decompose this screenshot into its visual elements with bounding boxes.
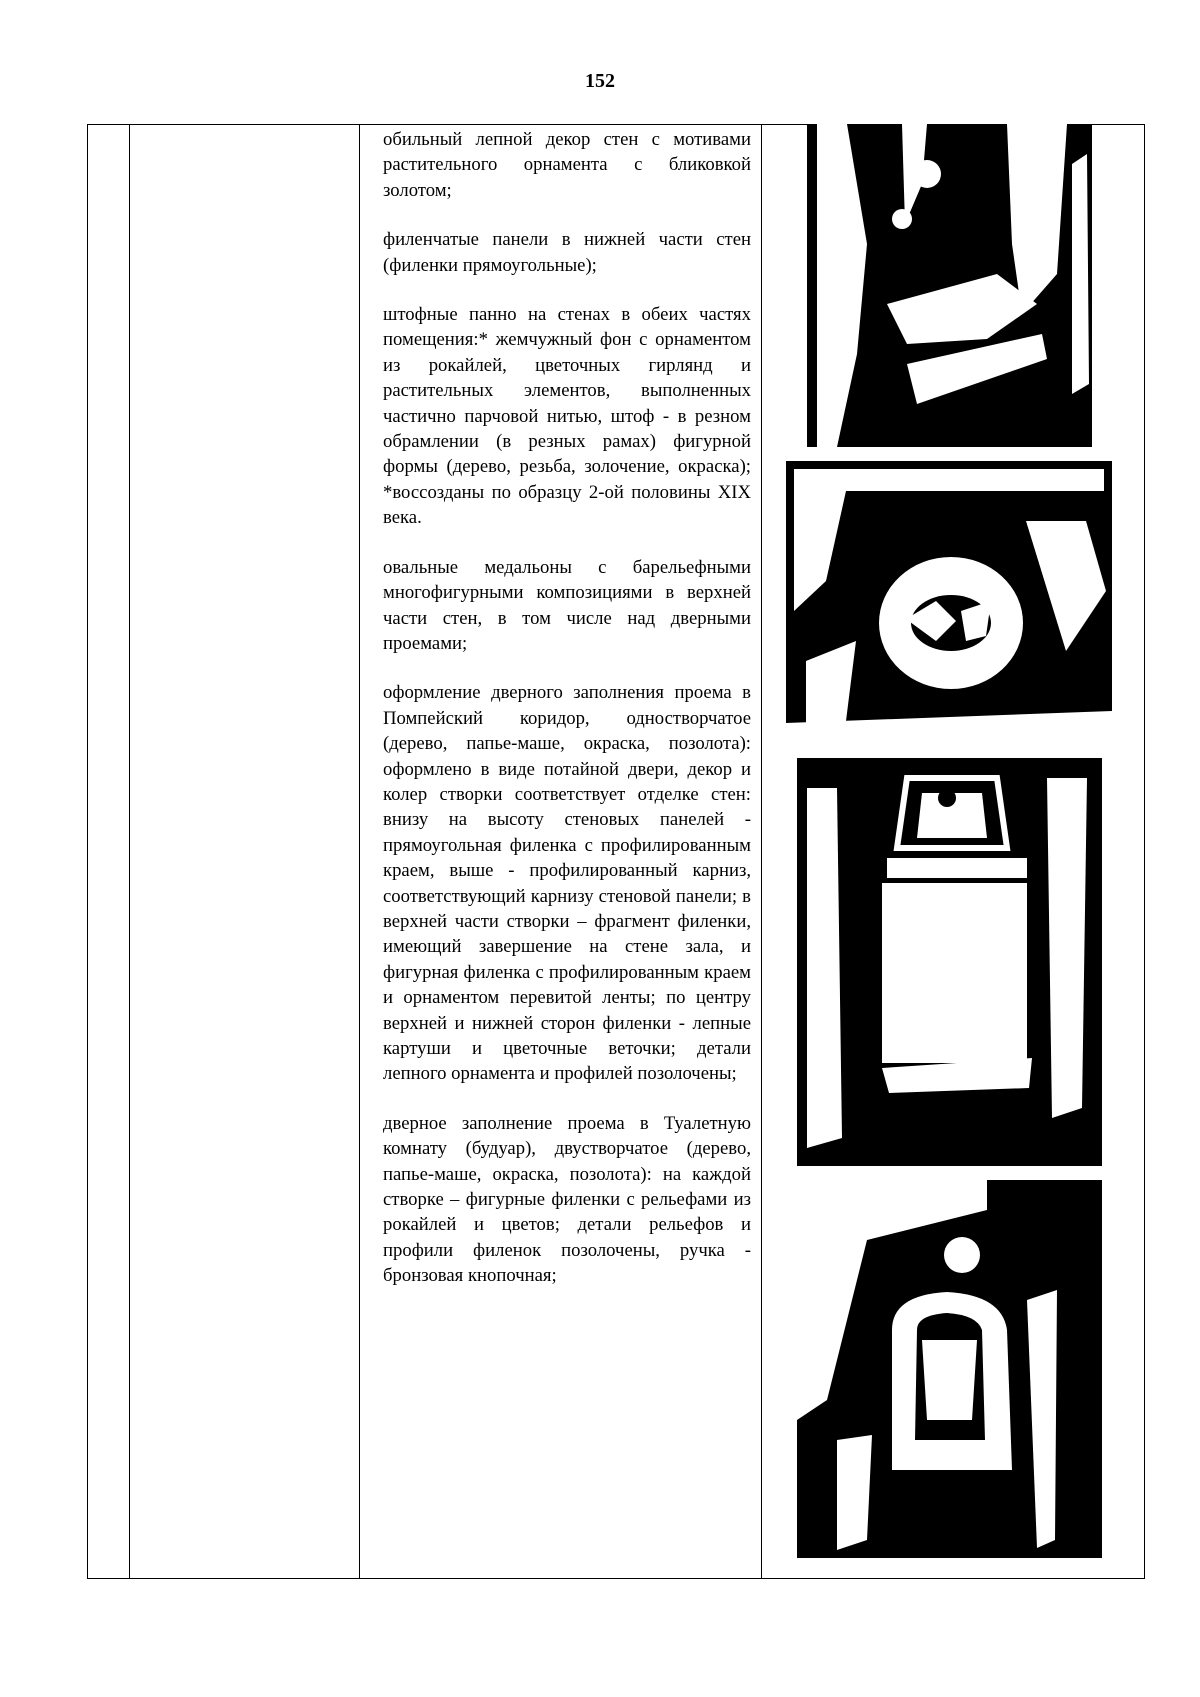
description-paragraph: дверное заполнение проема в Туалетную комнату (будуар), двустворчатое (дерево, папье-маше, окраска, позолота): на каждой створке – фигурные филенки с рельефами из рокайлей и цветов; детали рельефов и профили филенок позолочены, ручка - бронзовая кнопочная;	[383, 1112, 751, 1287]
column-divider	[761, 125, 762, 1578]
description-cell	[371, 127, 761, 1575]
hidden-door-photo	[797, 758, 1102, 1166]
description-paragraph: обильный лепной декор стен с мотивами растительного орнамента с бликовкой золотом;	[383, 129, 751, 201]
column-divider	[359, 125, 360, 1578]
wall-decor-photo	[807, 124, 1092, 447]
medallion-photo	[786, 461, 1112, 746]
description-paragraph: оформление дверного заполнения проема в Помпейский коридор, одностворчатое (дерево, папье-маше, окраска, позолота): оформлено в виде потайной двери, декор и колер створки соответствует отделке стен: внизу на высоту стеновых панелей - прямоугольная филенка с профилированным краем, выше - профилированный карниз, соответствующий карнизу стеновой панели; в верхней части створки – фрагмент филенки, имеющий завершение на стене зала, и фигурная филенка с профилированным краем и орнаментом перевитой ленты; по центру верхней и нижней сторон филенки - лепные картуши и цветочные веточки; детали лепного орнамента и профилей позолочены;	[383, 682, 751, 1085]
description-paragraph: филенчатые панели в нижней части стен (филенки прямоугольные);	[383, 229, 751, 276]
description-paragraph: овальные медальоны с барельефными многофигурными композициями в верхней части стен, в том числе над дверными проемами;	[383, 556, 751, 654]
double-door-photo	[797, 1180, 1102, 1558]
description-paragraph: штофные панно на стенах в обеих частях помещения:* жемчужный фон с орнаментом из рокайлей, цветочных гирлянд и растительных элементов, выполненных частично парчовой нитью, штоф - в резном обрамлении (в резных рамах) фигурной формы (дерево, резьба, золочение, окраска); *воссозданы по образцу 2-ой половины XIX века.	[383, 304, 751, 529]
page-number: 152	[585, 70, 615, 92]
column-divider	[129, 125, 130, 1578]
